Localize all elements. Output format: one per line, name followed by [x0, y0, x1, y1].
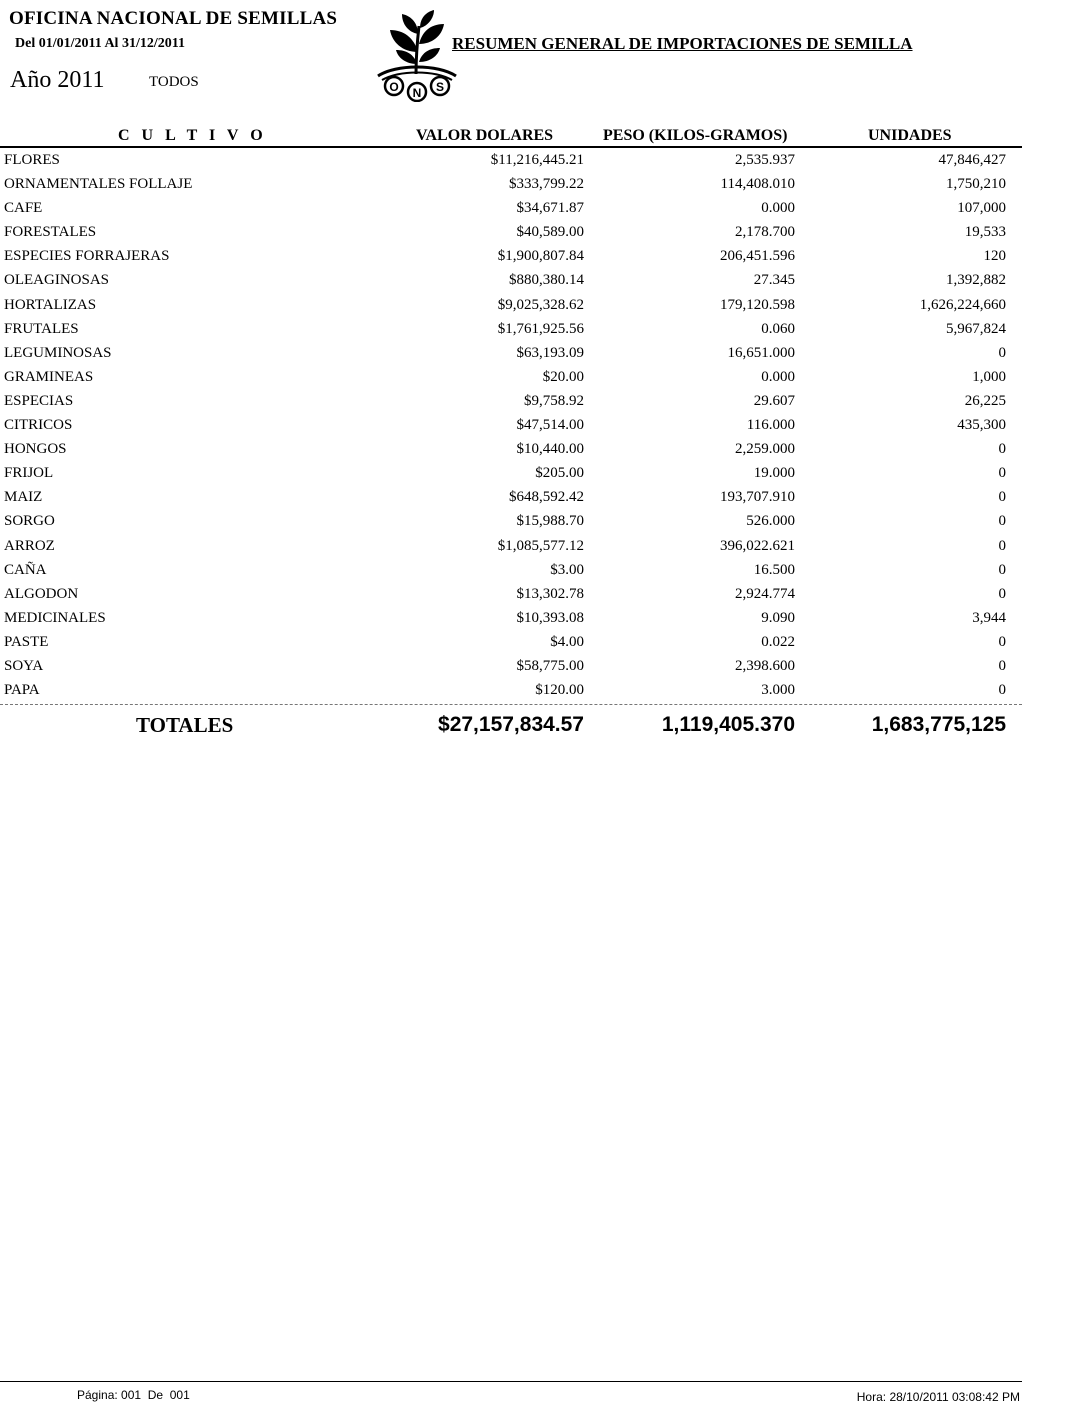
unidades-cell: 120 [983, 248, 1006, 265]
cultivo-cell: GRAMINEAS [4, 368, 94, 385]
valor-cell: $13,302.78 [516, 585, 584, 602]
unidades-cell: 0 [998, 537, 1006, 554]
unidades-cell: 0 [998, 489, 1006, 506]
peso-cell: 16,651.000 [727, 344, 795, 361]
peso-cell: 179,120.598 [720, 296, 795, 313]
valor-cell: $648,592.42 [509, 489, 584, 506]
peso-cell: 2,178.700 [735, 224, 795, 241]
cultivo-cell: CAÑA [4, 561, 47, 578]
cultivo-cell: HONGOS [4, 441, 67, 458]
footer-divider [0, 1381, 1022, 1382]
unidades-cell: 1,392,882 [946, 272, 1006, 289]
unidades-cell: 0 [998, 657, 1006, 674]
table-row [0, 268, 1022, 292]
column-header-unidades: UNIDADES [868, 127, 952, 144]
page-number: Página: 001 De 001 [77, 1388, 190, 1402]
valor-cell: $11,216,445.21 [490, 152, 584, 168]
valor-cell: $1,085,577.12 [497, 537, 584, 554]
table-row [0, 244, 1022, 268]
table-row [0, 413, 1022, 437]
table-row [0, 461, 1022, 485]
table-row [0, 558, 1022, 582]
cultivo-cell: ALGODON [4, 585, 79, 602]
valor-cell: $58,775.00 [516, 657, 584, 674]
table-row [0, 341, 1022, 365]
svg-text:O: O [389, 80, 399, 94]
peso-cell: 114,408.010 [720, 176, 795, 193]
cultivo-cell: PASTE [4, 633, 49, 650]
cultivo-cell: LEGUMINOSAS [4, 344, 112, 361]
unidades-cell: 19,533 [964, 224, 1006, 241]
svg-text:N: N [412, 86, 422, 100]
column-header-peso: PESO (KILOS-GRAMOS) [603, 127, 788, 144]
valor-cell: $880,380.14 [509, 272, 584, 289]
peso-cell: 2,259.000 [735, 441, 795, 458]
valor-cell: $15,988.70 [516, 513, 584, 530]
table-row [0, 220, 1022, 244]
cultivo-cell: MEDICINALES [4, 609, 106, 626]
unidades-cell: 0 [998, 441, 1006, 458]
valor-cell: $9,758.92 [524, 392, 584, 409]
total-unidades: 1,683,775,125 [871, 713, 1006, 736]
peso-cell: 526.000 [746, 513, 795, 530]
cultivo-cell: ESPECIES FORRAJERAS [4, 248, 170, 265]
table-row [0, 437, 1022, 461]
cultivo-cell: SORGO [4, 513, 55, 530]
unidades-cell: 0 [998, 344, 1006, 361]
peso-cell: 9.090 [761, 609, 795, 626]
cultivo-cell: FRIJOL [4, 465, 54, 482]
unidades-cell: 1,000 [972, 368, 1006, 385]
valor-cell: $4.00 [550, 633, 584, 650]
table-row [0, 196, 1022, 220]
peso-cell: 0.000 [761, 200, 795, 217]
unidades-cell: 1,750,210 [946, 176, 1006, 193]
table-row [0, 389, 1022, 413]
peso-cell: 396,022.621 [720, 537, 795, 554]
valor-cell: $1,900,807.84 [497, 248, 584, 265]
cultivo-cell: PAPA [4, 682, 40, 699]
cultivo-cell: FRUTALES [4, 320, 79, 337]
valor-cell: $34,671.87 [516, 200, 584, 217]
total-valor: $27,157,834.57 [438, 713, 584, 736]
peso-cell: 27.345 [753, 272, 795, 289]
cultivo-cell: ESPECIAS [4, 392, 74, 409]
table-row [0, 534, 1022, 558]
cultivo-cell: ARROZ [4, 537, 55, 554]
unidades-cell: 0 [998, 682, 1006, 699]
cultivo-cell: CITRICOS [4, 417, 73, 434]
valor-cell: $9,025,328.62 [497, 296, 584, 313]
peso-cell: 0.000 [761, 368, 795, 385]
unidades-cell: 47,846,427 [938, 152, 1006, 168]
table-row [0, 606, 1022, 630]
valor-cell: $120.00 [535, 682, 584, 699]
peso-cell: 206,451.596 [720, 248, 795, 265]
valor-cell: $10,440.00 [516, 441, 584, 458]
valor-cell: $205.00 [535, 465, 584, 482]
cultivo-cell: OLEAGINOSAS [4, 272, 109, 289]
valor-cell: $63,193.09 [516, 344, 584, 361]
peso-cell: 29.607 [753, 392, 795, 409]
table-row [0, 317, 1022, 341]
unidades-cell: 0 [998, 513, 1006, 530]
table-row [0, 582, 1022, 606]
cultivo-cell: ORNAMENTALES FOLLAJE [4, 176, 193, 193]
table-row [0, 365, 1022, 389]
valor-cell: $20.00 [542, 368, 584, 385]
report-filter: TODOS [149, 74, 199, 90]
unidades-cell: 0 [998, 633, 1006, 650]
table-row [0, 293, 1022, 317]
valor-cell: $40,589.00 [516, 224, 584, 241]
totals-divider [0, 704, 1022, 705]
peso-cell: 0.022 [761, 633, 795, 650]
ons-logo-icon [372, 8, 462, 102]
unidades-cell: 0 [998, 585, 1006, 602]
peso-cell: 2,398.600 [735, 657, 795, 674]
peso-cell: 116.000 [746, 417, 795, 434]
unidades-cell: 26,225 [964, 392, 1006, 409]
table-row [0, 172, 1022, 196]
report-period: Del 01/01/2011 Al 31/12/2011 [15, 36, 185, 51]
cultivo-cell: SOYA [4, 657, 44, 674]
peso-cell: 19.000 [753, 465, 795, 482]
valor-cell: $1,761,925.56 [497, 320, 584, 337]
cultivo-cell: CAFE [4, 200, 43, 217]
organization-name: OFICINA NACIONAL DE SEMILLAS [9, 8, 338, 29]
cultivo-cell: FLORES [4, 152, 60, 168]
table-row [0, 678, 1022, 702]
peso-cell: 2,535.937 [735, 152, 795, 168]
peso-cell: 3.000 [761, 682, 795, 699]
crop-table [0, 148, 1022, 702]
table-row [0, 148, 1022, 172]
peso-cell: 2,924.774 [735, 585, 795, 602]
table-row [0, 654, 1022, 678]
peso-cell: 193,707.910 [720, 489, 795, 506]
table-row [0, 630, 1022, 654]
unidades-cell: 5,967,824 [946, 320, 1006, 337]
cultivo-cell: FORESTALES [4, 224, 97, 241]
table-row [0, 509, 1022, 533]
print-time: Hora: 28/10/2011 03:08:42 PM [856, 1390, 1020, 1404]
peso-cell: 0.060 [761, 320, 795, 337]
cultivo-cell: MAIZ [4, 489, 43, 506]
unidades-cell: 0 [998, 465, 1006, 482]
svg-text:S: S [435, 80, 445, 94]
report-title: RESUMEN GENERAL DE IMPORTACIONES DE SEMILLA [452, 34, 913, 53]
peso-cell: 16.500 [753, 561, 795, 578]
valor-cell: $10,393.08 [516, 609, 584, 626]
totals-label: TOTALES [136, 713, 234, 737]
cultivo-cell: HORTALIZAS [4, 296, 97, 313]
total-peso: 1,119,405.370 [661, 713, 795, 736]
unidades-cell: 435,300 [957, 417, 1006, 434]
valor-cell: $3.00 [550, 561, 584, 578]
unidades-cell: 0 [998, 561, 1006, 578]
unidades-cell: 1,626,224,660 [919, 296, 1006, 313]
report-year: Año 2011 [10, 67, 105, 93]
column-header-cultivo: C U L T I V O [118, 127, 267, 144]
valor-cell: $333,799.22 [509, 176, 584, 193]
unidades-cell: 107,000 [957, 200, 1006, 217]
table-row [0, 485, 1022, 509]
column-header-valor: VALOR DOLARES [416, 127, 554, 144]
valor-cell: $47,514.00 [516, 417, 584, 434]
unidades-cell: 3,944 [972, 609, 1006, 626]
